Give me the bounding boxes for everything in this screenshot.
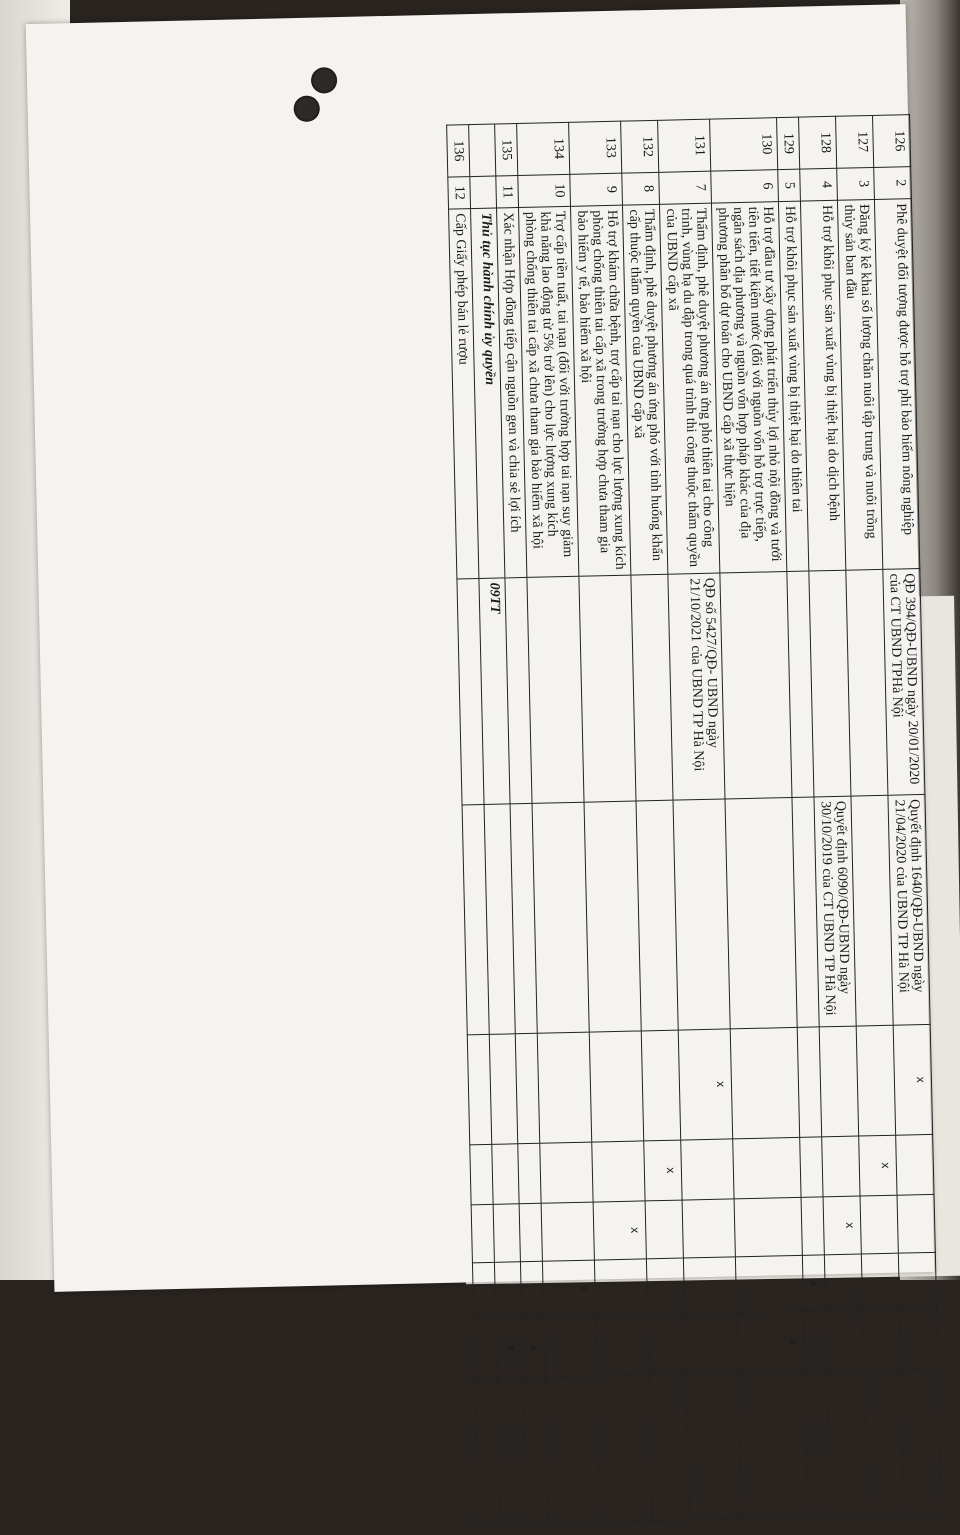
empty-cell <box>856 1025 895 1136</box>
empty-cell <box>804 1311 827 1371</box>
stt-cell: 136 <box>447 125 470 177</box>
empty-cell <box>467 1034 491 1144</box>
procedure-name: Hỗ trợ khám chữa bệnh, trợ cấp tai nạn cho lực lượng xung kích phòng chống thiên tai cấp xã trong trường hợp chưa tham gia bảo hiểm y tế, bảo hiểm xã hội <box>571 205 631 576</box>
stt-cell: 130 <box>710 118 778 172</box>
empty-cell <box>470 176 497 209</box>
stt-cell: 126 <box>873 115 911 168</box>
empty-cell <box>469 124 496 177</box>
procedure-name: Cấp Giấy phép bán lẻ rượu <box>449 209 479 579</box>
procedure-name: Thẩm định, phê duyệt phương án ứng phó thiên tai cho công trình, vùng hạ du đập trong quá trình thi công thuộc thẩm quyền của UBND cấp xã <box>659 203 719 574</box>
empty-cell <box>523 1377 548 1523</box>
empty-cell <box>896 1134 934 1195</box>
check-mark: x <box>496 1318 523 1379</box>
empty-cell <box>537 1032 591 1143</box>
legal-basis-2 <box>636 800 678 1031</box>
empty-cell <box>898 1252 936 1309</box>
empty-cell <box>801 1197 824 1255</box>
legal-basis-2 <box>851 795 893 1026</box>
procedure-name: Thẩm định, phê duyệt phương án ứng phó với tình huống khẩn cấp thuộc thẩm quyền của UBND cấp xã <box>622 204 667 575</box>
empty-cell <box>646 1258 684 1315</box>
index-cell: 4 <box>800 168 838 201</box>
empty-cell <box>470 1144 493 1204</box>
legal-basis-2 <box>725 797 797 1028</box>
empty-cell <box>540 1142 593 1203</box>
empty-cell <box>494 1262 521 1319</box>
empty-cell <box>589 1031 643 1142</box>
check-mark: x <box>593 1201 646 1260</box>
empty-cell <box>475 1378 500 1524</box>
procedure-name: Trợ cấp tiền tuất, tai nạn (đối với trường hợp tai nạn suy giảm khả năng lao động từ 5% trở lên) cho lực lượng xung kích phòng chống thiên tai cấp xã chưa tham gia bảo hiểm xã hội <box>519 206 579 577</box>
empty-cell <box>864 1369 904 1516</box>
procedure-name: Đăng ký kê khai số lượng chăn nuôi tập trung và nuôi trồng thủy sản ban đầu <box>837 199 882 570</box>
empty-cell <box>686 1373 741 1520</box>
stt-cell: 128 <box>799 116 837 169</box>
index-cell: 11 <box>496 176 519 208</box>
stt-cell: 129 <box>777 117 800 169</box>
index-cell: 3 <box>837 167 875 200</box>
empty-cell <box>596 1315 649 1376</box>
stt-cell: 127 <box>836 115 874 168</box>
index-cell: 5 <box>778 169 801 201</box>
check-mark: x <box>542 1260 595 1317</box>
empty-cell <box>474 1318 497 1378</box>
legal-basis-1: QĐ 394/QĐ-UBND ngày 20/01/2020 của CT UBND TPHà Nội <box>883 569 925 796</box>
empty-cell <box>730 1027 799 1138</box>
empty-cell <box>900 1308 938 1369</box>
empty-cell <box>861 1253 899 1310</box>
empty-cell <box>683 1257 736 1314</box>
procedure-name: Hỗ trợ đầu tư xây dựng phát triển thủy lợi nhỏ nội đồng và tưới tiên tiến, tiết kiệm nước (đối với nguồn vốn hỗ trợ trực tiếp, ngân sách địa phương và nguồn vốn hợp pháp khác của địa phương phân bổ dự toán cho UBND cấp xã thực hiện <box>711 202 786 573</box>
rotated-table-wrapper <box>140 114 942 1531</box>
empty-cell <box>822 1136 860 1197</box>
stt-cell: 135 <box>495 124 518 176</box>
check-mark: x <box>522 1317 545 1377</box>
legal-basis-1 <box>809 570 851 797</box>
empty-cell <box>826 1310 864 1371</box>
stt-cell: 134 <box>517 122 570 175</box>
empty-cell <box>492 1144 519 1205</box>
legal-basis-1 <box>720 572 792 799</box>
empty-cell <box>735 1255 803 1313</box>
stt-cell: 132 <box>621 120 659 173</box>
empty-cell <box>897 1194 935 1253</box>
index-cell: 7 <box>659 171 712 204</box>
index-cell: 2 <box>874 167 912 200</box>
punch-hole-icon <box>311 67 338 94</box>
check-mark: x <box>893 1024 932 1135</box>
empty-cell <box>681 1139 734 1200</box>
section-title: Thủ tục hành chính ủy quyền <box>471 208 505 578</box>
legal-basis-2 <box>673 799 730 1030</box>
empty-cell <box>901 1368 941 1515</box>
section-basis: 09TT <box>479 578 510 805</box>
empty-cell <box>544 1316 597 1377</box>
empty-cell <box>641 1030 680 1141</box>
empty-cell <box>819 1026 858 1137</box>
empty-cell <box>797 1027 821 1137</box>
empty-cell <box>738 1371 808 1518</box>
empty-cell <box>471 1204 494 1262</box>
empty-cell <box>824 1254 862 1311</box>
check-mark: x <box>802 1255 825 1311</box>
empty-cell <box>805 1371 830 1517</box>
empty-cell <box>592 1141 645 1202</box>
empty-cell <box>489 1034 517 1145</box>
punch-hole-icon <box>293 96 320 123</box>
empty-cell <box>860 1195 898 1254</box>
legal-basis-1 <box>579 575 636 802</box>
stt-cell: 133 <box>569 121 622 174</box>
stt-cell: 131 <box>658 119 711 172</box>
empty-cell <box>685 1313 738 1374</box>
procedures-table <box>446 114 942 1525</box>
empty-cell <box>800 1137 823 1197</box>
check-mark: x <box>678 1029 732 1140</box>
legal-basis-2 <box>532 802 589 1033</box>
empty-cell <box>519 1203 542 1261</box>
procedure-name: Hỗ trợ khôi phục sản xuất vùng bị thiệt hại do dịch bệnh <box>800 200 845 571</box>
empty-cell <box>649 1374 689 1521</box>
empty-cell <box>541 1202 594 1261</box>
empty-cell <box>520 1261 543 1317</box>
legal-basis-2 <box>584 801 641 1032</box>
empty-cell <box>863 1309 901 1370</box>
empty-cell <box>518 1143 541 1203</box>
index-cell: 9 <box>570 173 623 206</box>
procedure-name: Phê duyệt đối tượng được hỗ trợ phí bảo hiểm nông nghiệp <box>874 199 919 570</box>
index-cell: 6 <box>711 170 779 204</box>
check-mark: x <box>859 1135 897 1196</box>
index-cell: 8 <box>622 172 660 205</box>
empty-cell <box>682 1199 735 1258</box>
empty-cell <box>484 804 515 1035</box>
legal-basis-1 <box>631 574 673 801</box>
legal-basis-1: QĐ số 5427/QĐ- UBND ngày 21/10/2021 của UBND TP Hà Nội <box>668 573 725 800</box>
legal-basis-2: Quyết định 6090/QĐ-UBND ngày 30/10/2019 của CT UBND TP Hà Nội <box>814 796 856 1027</box>
legal-basis-2: Quyết định 1640/QĐ-UBND ngày 21/04/2020 của UBND TP Hà Nội <box>888 794 930 1025</box>
empty-cell <box>648 1314 686 1375</box>
empty-cell <box>497 1378 526 1525</box>
empty-cell <box>733 1137 801 1199</box>
check-mark: x <box>644 1140 682 1201</box>
empty-cell <box>827 1370 867 1517</box>
procedure-name: Xác nhận Hợp đồng tiếp cận nguồn gen và chia sẻ lợi ích <box>497 208 527 578</box>
index-cell: 10 <box>518 174 571 207</box>
check-mark: x <box>737 1311 805 1373</box>
empty-cell <box>515 1033 539 1143</box>
empty-cell <box>594 1259 647 1316</box>
empty-cell <box>545 1376 600 1523</box>
empty-cell <box>645 1200 683 1259</box>
legal-basis-1 <box>527 576 584 803</box>
empty-cell <box>493 1204 520 1263</box>
empty-cell <box>734 1197 802 1257</box>
legal-basis-1 <box>846 569 888 796</box>
document-page <box>26 4 935 1352</box>
empty-cell <box>472 1262 495 1318</box>
empty-cell <box>597 1375 652 1522</box>
procedure-name: Hỗ trợ khôi phục sản xuất vùng bị thiệt hại do thiên tai <box>778 201 808 571</box>
index-cell: 12 <box>448 177 471 209</box>
check-mark: x <box>823 1196 861 1255</box>
